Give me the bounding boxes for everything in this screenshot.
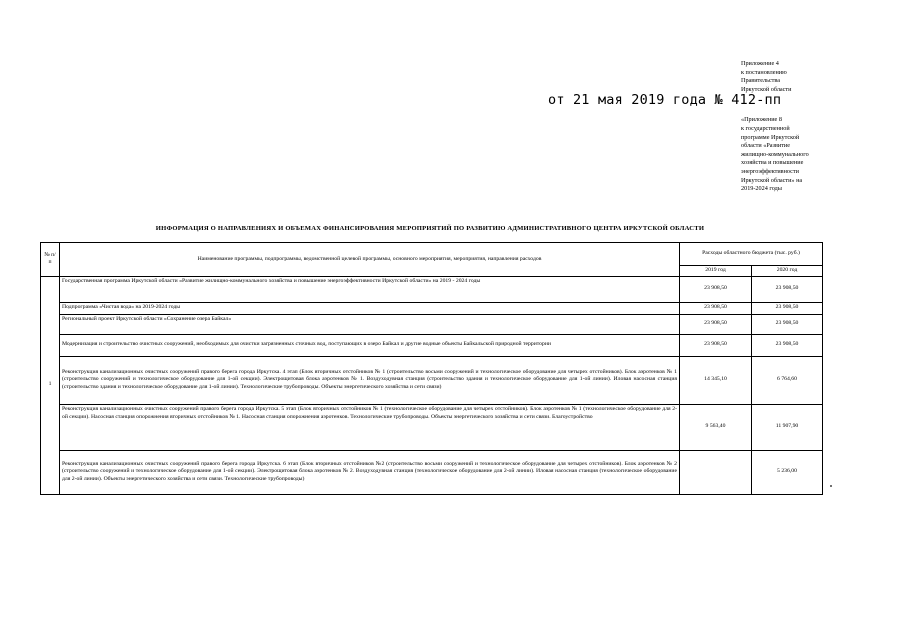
row-value-2019: 14 345,10 xyxy=(680,356,752,404)
table-row xyxy=(41,404,823,450)
row-value-2020: 11 907,90 xyxy=(752,404,823,450)
appendix-program-reference: «Приложение 8 к государственной программе Иркутской области «Развитие жилищно-коммунального хозяйства и повышение энергоэффективности Иркутской области» на 2019-2024 годы xyxy=(741,116,809,193)
row-value-2019 xyxy=(680,450,752,494)
header-num: № п/п xyxy=(41,243,60,277)
row-value-2020: 23 908,50 xyxy=(752,314,823,334)
table-row xyxy=(41,276,823,302)
table-row xyxy=(41,314,823,334)
row-value-2019: 23 908,50 xyxy=(680,276,752,302)
table-row xyxy=(41,302,823,314)
table-row xyxy=(41,450,823,494)
row-name: Реконструкция канализационных очистных сооружений правого берега города Иркутска. 4 этап (Блок вторичных отстойников № 1 (строительство восьми сооружений и технологическое оборудование для четырех отстойников). Блок аэротенков № 1 (строительство сооружений и технологическое оборудование для 1-ой секции). Электрощитовая блока аэротенков № 1. Воздуходувная станция (строительство здания и технологическое оборудование для 1-ой линии). Иловая насосная станция (строительство здания и технологическое оборудование для 1-ой линии). Технологические трубопроводы. Объекты энергетического хозяйства и сети связи) xyxy=(60,356,680,404)
row-value-2020: 23 908,50 xyxy=(752,302,823,314)
header-year-2019: 2019 год xyxy=(680,266,752,277)
row-value-2020: 5 236,00 xyxy=(752,450,823,494)
scan-speck xyxy=(830,485,832,487)
table-row xyxy=(41,334,823,356)
row-name: Подпрограмма «Чистая вода» на 2019-2024 годы xyxy=(60,302,680,314)
appendix-block xyxy=(741,60,861,194)
row-value-2020: 23 908,50 xyxy=(752,334,823,356)
row-name: Реконструкция канализационных очистных сооружений правого берега города Иркутска. 6 этап (Блок вторичных отстойников №2 (строительство восьми сооружений и технологическое оборудование для четырех отстойников). Блок аэротенков № 2 (строительство сооружений и технологическое оборудование для 1-ой секции). Электрощитовая блока аэротенков № 2. Воздуходувная станция (технологическое оборудование для 2-ой линии). Иловая насосная станция (технологическое оборудование для 2-ой линии). Объекты энергетического хозяйства и сети связи. Технологические трубопроводы) xyxy=(60,450,680,494)
decree-stamp: от 21 мая 2019 года № 412-пп xyxy=(548,92,782,108)
financing-table xyxy=(40,242,823,495)
header-budget: Расходы областного бюджета (тыс. руб.) xyxy=(680,243,823,266)
document-title: ИНФОРМАЦИЯ О НАПРАВЛЕНИЯХ И ОБЪЕМАХ ФИНАНСИРОВАНИЯ МЕРОПРИЯТИЙ ПО РАЗВИТИЮ АДМИНИСТРАТИВНОГО ЦЕНТРА ИРКУТСКОЙ ОБЛАСТИ xyxy=(155,225,705,232)
table-row xyxy=(41,356,823,404)
row-name: Реконструкция канализационных очистных сооружений правого берега города Иркутска. 5 этап (Блок вторичных отстойников № 1 (технологическое оборудование для четырех отстойников). Блок аэротенков № 1 (технологическое оборудование для 2-ой секции). Насосная станция опорожнения вторичных отстойников № 1. Насосная станция опорожнения аэротенков. Технологические трубопроводы. Объекты энергетического хозяйства и сети связи. Благоустройство xyxy=(60,404,680,450)
header-year-2020: 2020 год xyxy=(752,266,823,277)
row-number: 1 xyxy=(41,276,60,494)
header-name: Наименование программы, подпрограммы, ведомственной целевой программы, основного мероприятия, мероприятия, направления расходов xyxy=(60,243,680,277)
row-name: Модернизация и строительство очистных сооружений, необходимых для очистки загрязненных сточных вод, поступающих в озеро Байкал и другие водные объекты Байкальской природной территории xyxy=(60,334,680,356)
row-value-2020: 6 764,60 xyxy=(752,356,823,404)
row-value-2019: 23 908,50 xyxy=(680,334,752,356)
row-name: Государственная программа Иркутской области «Развитие жилищно-коммунального хозяйства и повышение энергоэффективности Иркутской области» на 2019 - 2024 годы xyxy=(60,276,680,302)
row-value-2019: 9 563,40 xyxy=(680,404,752,450)
row-value-2019: 23 908,50 xyxy=(680,302,752,314)
row-value-2020: 23 908,50 xyxy=(752,276,823,302)
table-header-row xyxy=(41,243,823,266)
row-value-2019: 23 908,50 xyxy=(680,314,752,334)
appendix-reference: Приложение 4 к постановлению Правительства Иркутской области xyxy=(741,60,792,93)
row-name: Региональный проект Иркутской области «Сохранение озера Байкал» xyxy=(60,314,680,334)
